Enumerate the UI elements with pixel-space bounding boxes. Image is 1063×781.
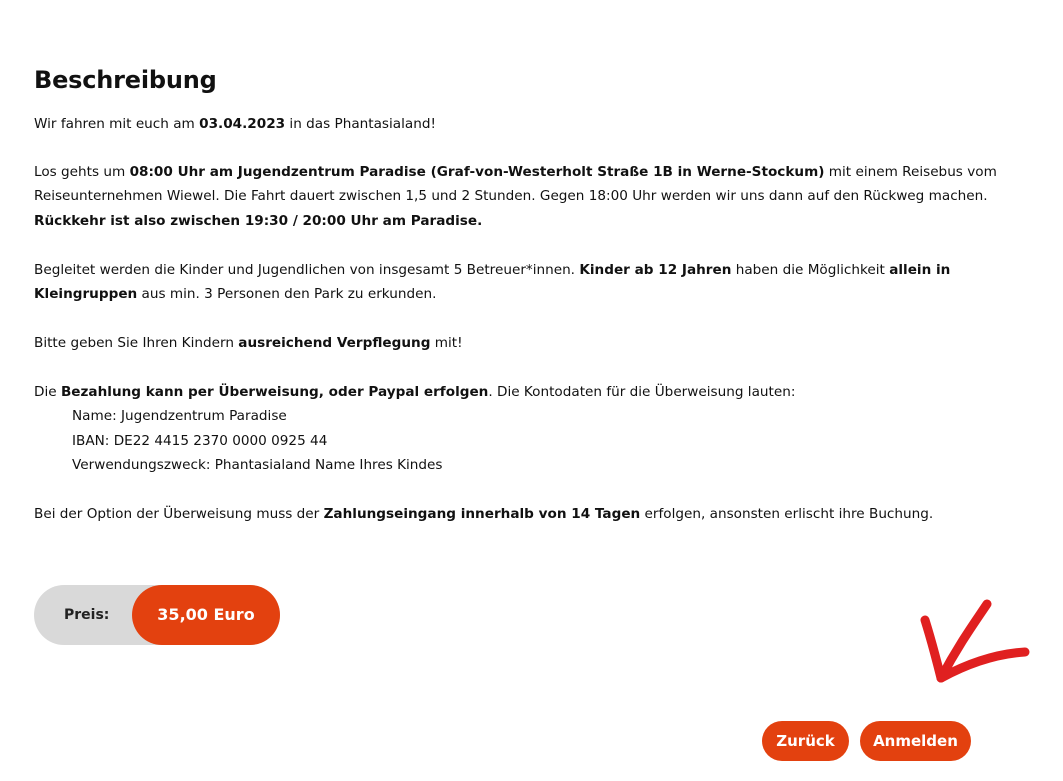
- description-paragraph-supervision: Begleitet werden die Kinder und Jugendlichen von insgesamt 5 Betreuer*innen. Kinder ab 12 Jahren haben die Möglichkeit allein in Kleingruppen aus min. 3 Personen den Park zu erkunden.: [34, 262, 951, 303]
- price-label: Preis:: [64, 607, 110, 623]
- description-section: [34, 62, 1034, 522]
- section-title: Beschreibung: [34, 66, 217, 94]
- price-pill: [34, 585, 280, 645]
- description-paragraph-departure: Los gehts um 08:00 Uhr am Jugendzentrum Paradise (Graf-von-Westerholt Straße 1B in Werne-Stockum) mit einem Reisebus vom Reiseunternehmen Wiewel. Die Fahrt dauert zwischen 1,5 und 2 Stunden. Gegen 18:00 Uhr werden wir uns dann auf den Rückweg machen. Rückkehr ist also zwischen 19:30 / 20:00 Uhr am Paradise.: [34, 164, 997, 229]
- description-paragraph-food: Bitte geben Sie Ihren Kindern ausreichend Verpflegung mit!: [34, 335, 463, 351]
- price-value: 35,00 Euro: [132, 585, 280, 645]
- account-iban: IBAN: DE22 4415 2370 0000 0925 44: [72, 432, 328, 449]
- hand-drawn-arrow-icon: [915, 598, 1035, 686]
- description-paragraph-payment: Die Bezahlung kann per Überweisung, oder Paypal erfolgen. Die Kontodaten für die Überweisung lauten: Name: Jugendzentrum Paradise IBAN: DE22 4415 2370 0000 0925 44 Verwendungszweck: Phantasialand Name Ihres Kindes: [34, 384, 796, 474]
- account-name: Name: Jugendzentrum Paradise: [72, 408, 287, 425]
- payment-purpose: Verwendungszweck: Phantasialand Name Ihres Kindes: [72, 457, 443, 474]
- register-button[interactable]: Anmelden: [860, 721, 971, 761]
- description-paragraph-deadline: Bei der Option der Überweisung muss der Zahlungseingang innerhalb von 14 Tagen erfolgen, ansonsten erlischt ihre Buchung.: [34, 506, 934, 522]
- back-button[interactable]: Zurück: [762, 721, 849, 761]
- description-paragraph-date: Wir fahren mit euch am 03.04.2023 in das Phantasialand!: [34, 116, 436, 132]
- arrow-head-left: [925, 620, 941, 678]
